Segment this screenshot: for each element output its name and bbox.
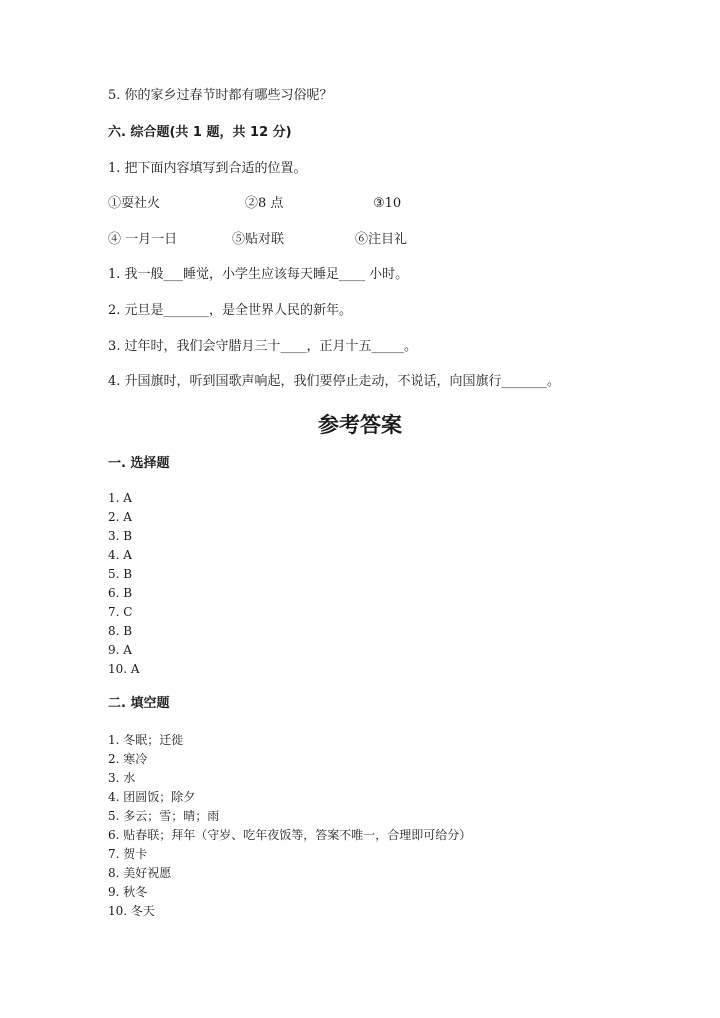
list-item: 8. B: [108, 624, 133, 638]
list-item: 9. A: [108, 643, 132, 657]
list-item: 7. C: [108, 605, 133, 619]
list-item: 3. B: [108, 529, 133, 543]
list-item: 5. 多云；雪；晴；雨: [108, 809, 220, 823]
blank-question-1: 1. 我一般___睡觉，小学生应该每天睡足____ 小时。: [108, 267, 409, 282]
list-item: 2. 寒冷: [108, 752, 148, 766]
section-6-prompt: 1. 把下面内容填写到合适的位置。: [108, 161, 307, 176]
list-item: 2. A: [108, 510, 132, 524]
list-item: 5. B: [108, 567, 133, 581]
section-6-title: 六. 综合题(共 1 题，共 12 分): [108, 125, 292, 140]
list-item: 6. B: [108, 586, 133, 600]
list-item: 6. 贴春联；拜年（守岁、吃年夜饭等，答案不唯一，合理即可给分）: [108, 828, 472, 842]
option-2: ②8 点: [245, 196, 284, 211]
option-3: ③10: [373, 196, 402, 211]
fill-section-title: 二. 填空题: [108, 696, 170, 711]
fill-answers-list: [108, 731, 471, 921]
choice-section-title: 一. 选择题: [108, 456, 170, 471]
option-5: ⑤贴对联: [232, 232, 285, 247]
list-item: 3. 水: [108, 771, 136, 785]
list-item: 1. 冬眠；迁徙: [108, 733, 184, 747]
list-item: 10. A: [108, 662, 140, 676]
list-item: 10. 冬天: [108, 904, 155, 918]
question-5: 5. 你的家乡过春节时都有哪些习俗呢？: [108, 88, 333, 103]
list-item: 9. 秋冬: [108, 885, 148, 899]
blank-question-4: 4. 升国旗时，听到国歌声响起，我们要停止走动，不说话，向国旗行_______。: [108, 374, 561, 389]
list-item: 4. A: [108, 548, 132, 562]
list-item: 1. A: [108, 491, 132, 505]
list-item: 7. 贺卡: [108, 847, 148, 861]
blank-question-3: 3. 过年时，我们会守腊月三十____，正月十五_____。: [108, 339, 418, 354]
choice-answers-list: [108, 489, 140, 679]
list-item: 4. 团圆饭；除夕: [108, 790, 196, 804]
option-1: ①耍社火: [108, 196, 161, 211]
option-6: ⑥注目礼: [355, 232, 408, 247]
list-item: 8. 美好祝愿: [108, 866, 172, 880]
option-4: ④ 一月一日: [108, 232, 178, 247]
blank-question-2: 2. 元旦是_______，是全世界人民的新年。: [108, 303, 353, 318]
answer-key-title: 参考答案: [318, 413, 402, 437]
